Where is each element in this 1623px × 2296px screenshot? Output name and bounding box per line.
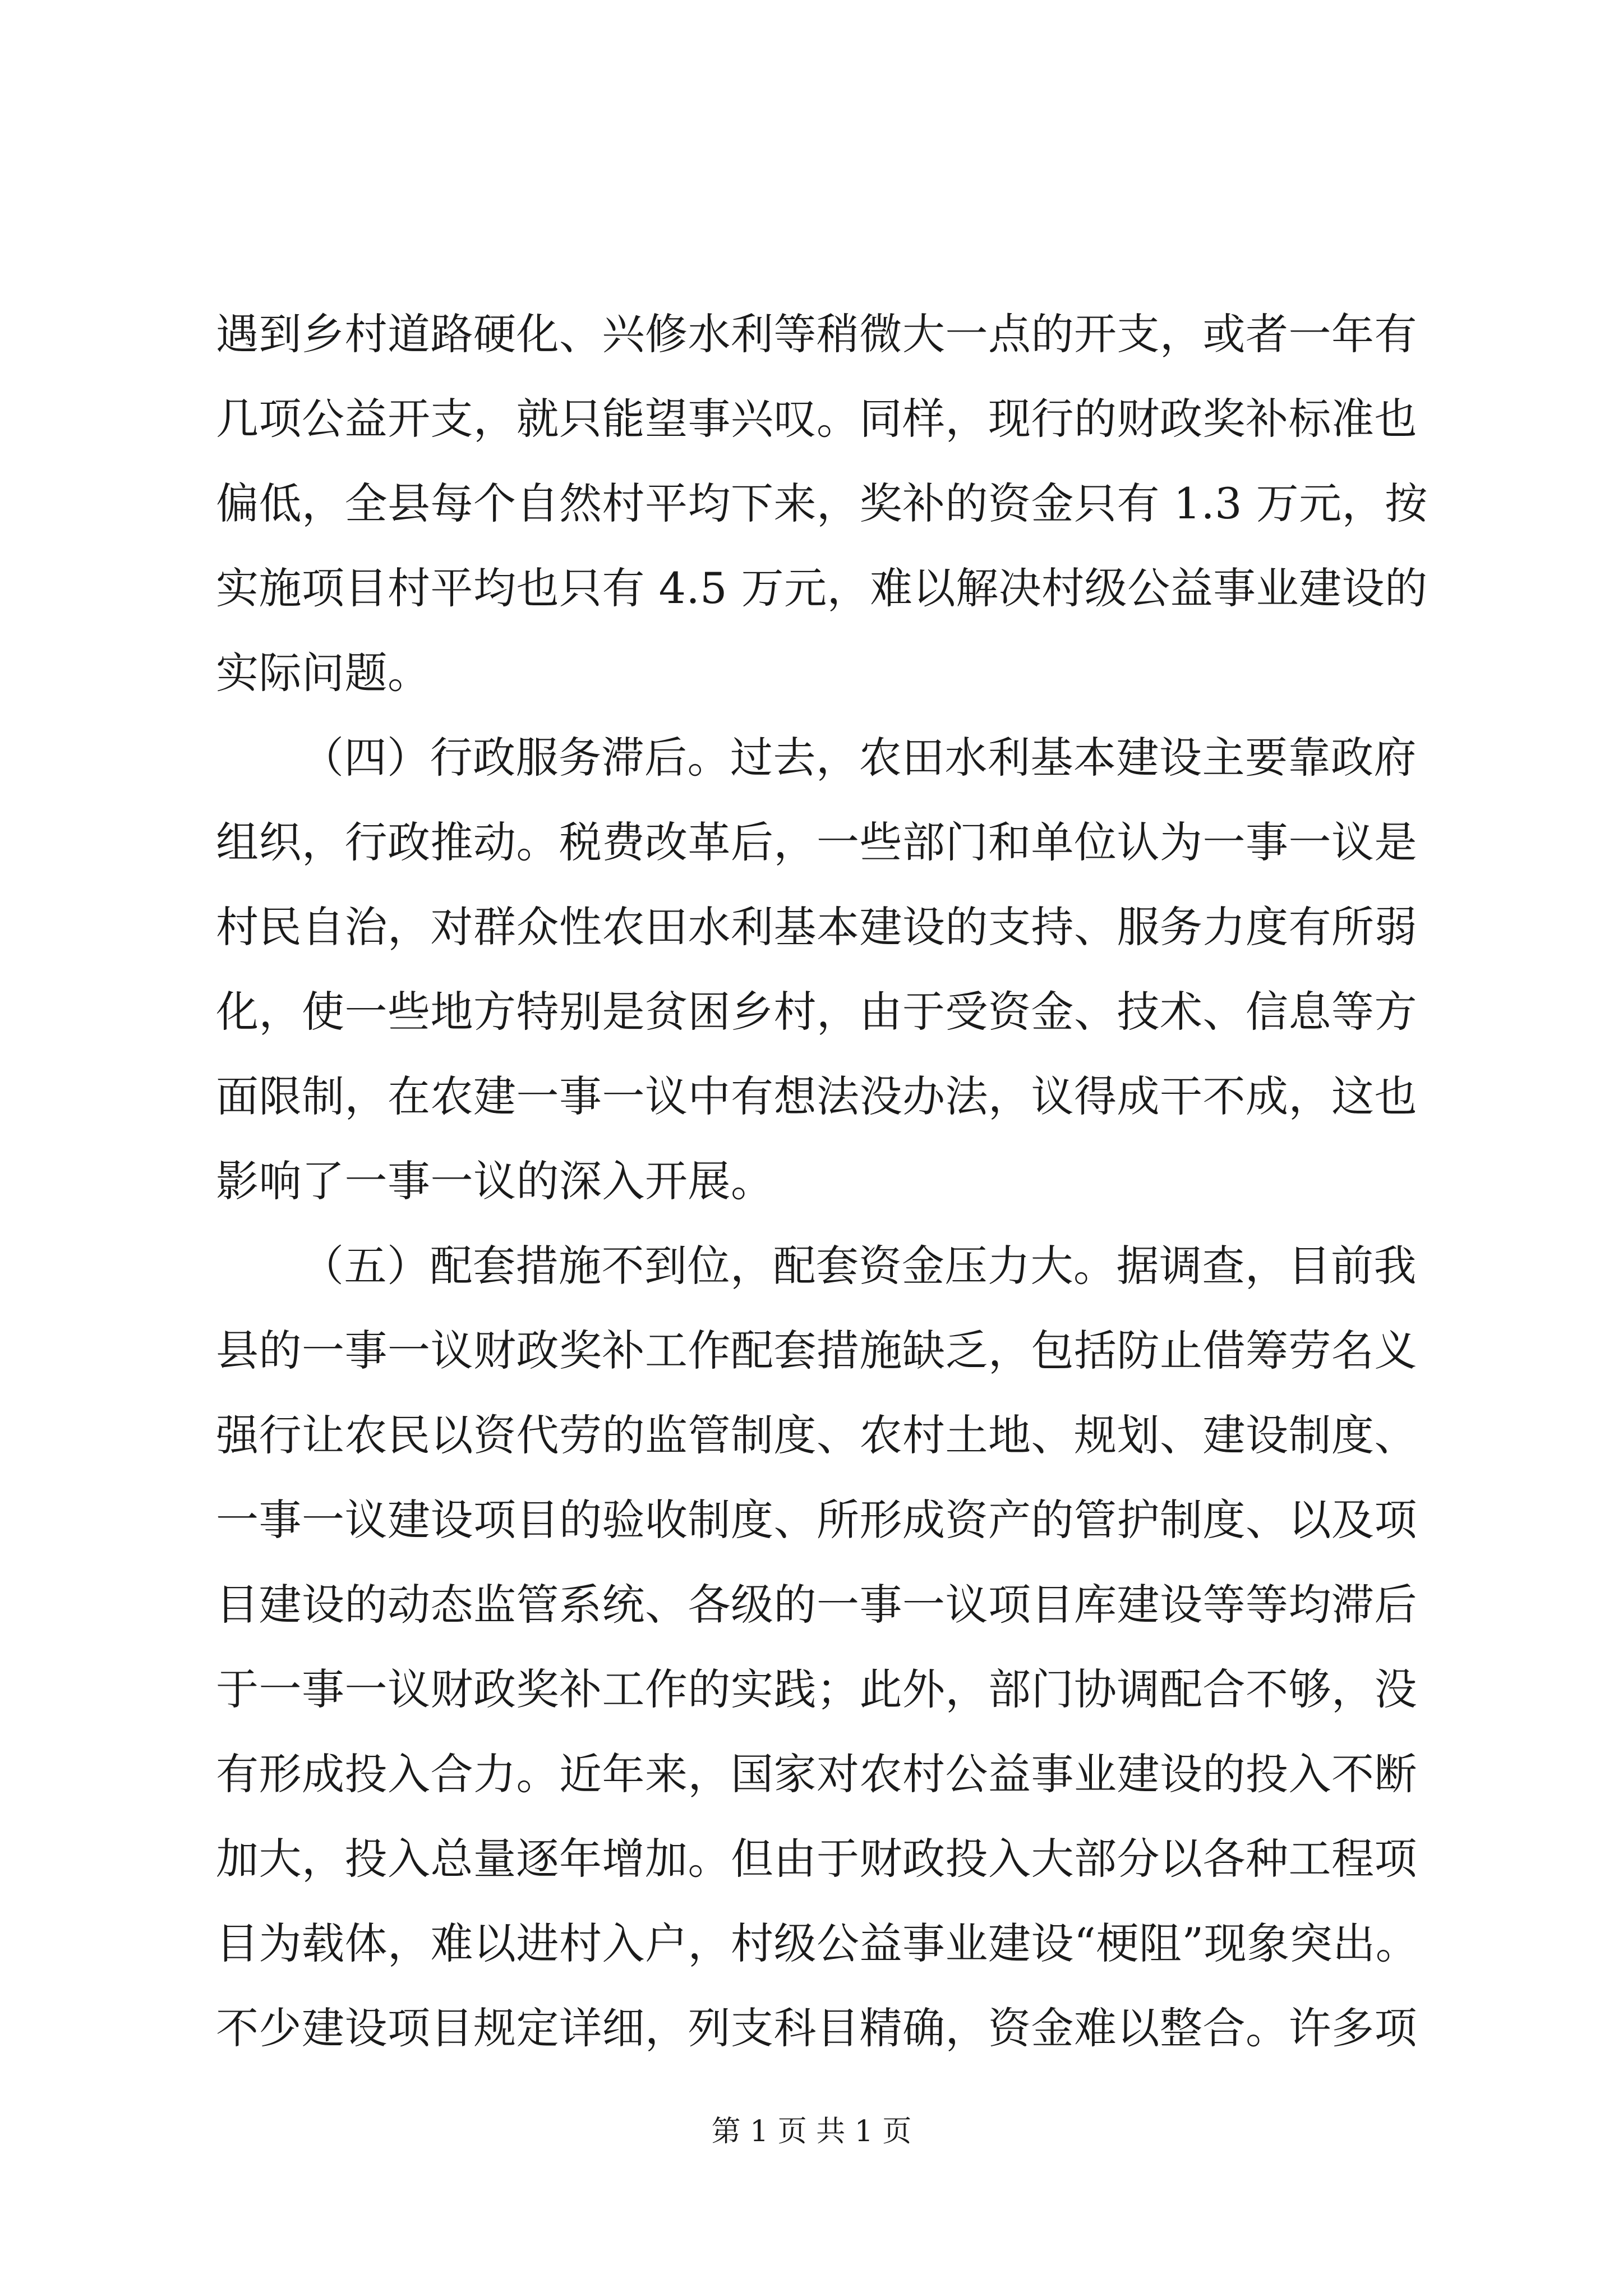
text-line: 有形成投入合力。近年来，国家对农村公益事业建设的投入不断 bbox=[216, 1749, 1417, 1799]
text-line: 影响了一事一议的深入开展。 bbox=[216, 1156, 774, 1206]
page-number-label: 第 1 页 共 1 页 bbox=[711, 2115, 912, 2148]
text-line: 村民自治，对群众性农田水利基本建设的支持、服务力度有所弱 bbox=[216, 902, 1417, 952]
text-line: 遇到乡村道路硬化、兴修水利等稍微大一点的开支，或者一年有 bbox=[216, 309, 1417, 359]
text-line: 组织，行政推动。税费改革后，一些部门和单位认为一事一议是 bbox=[216, 817, 1417, 867]
text-line: 实施项目村平均也只有 4.5 万元，难以解决村级公益事业建设的 bbox=[216, 563, 1428, 613]
section-heading-line: （四）行政服务滞后。过去，农田水利基本建设主要靠政府 bbox=[301, 733, 1417, 783]
text-line: 偏低，全县每个自然村平均下来，奖补的资金只有 1.3 万元，按 bbox=[216, 478, 1428, 528]
text-line: 目建设的动态监管系统、各级的一事一议项目库建设等等均滞后 bbox=[216, 1580, 1417, 1630]
page-footer bbox=[0, 2112, 1623, 2151]
text-line: 加大，投入总量逐年增加。但由于财政投入大部分以各种工程项 bbox=[216, 1834, 1417, 1884]
section-heading-line: （五）配套措施不到位，配套资金压力大。据调查，目前我 bbox=[301, 1241, 1417, 1291]
text-line: 于一事一议财政奖补工作的实践；此外，部门协调配合不够，没 bbox=[216, 1664, 1417, 1714]
text-line: 几项公益开支，就只能望事兴叹。同样，现行的财政奖补标准也 bbox=[216, 394, 1417, 444]
text-line: 不少建设项目规定详细，列支科目精确，资金难以整合。许多项 bbox=[216, 2003, 1417, 2053]
text-line: 县的一事一议财政奖补工作配套措施缺乏，包括防止借筹劳名义 bbox=[216, 1326, 1417, 1375]
text-line: 面限制，在农建一事一议中有想法没办法，议得成干不成，这也 bbox=[216, 1071, 1417, 1121]
text-line: 实际问题。 bbox=[216, 648, 431, 698]
text-line: 目为载体，难以进村入户，村级公益事业建设“梗阻”现象突出。 bbox=[216, 1918, 1419, 1968]
body-text bbox=[216, 292, 1428, 2070]
text-line: 一事一议建设项目的验收制度、所形成资产的管护制度、以及项 bbox=[216, 1495, 1417, 1545]
text-line: 化，使一些地方特别是贫困乡村，由于受资金、技术、信息等方 bbox=[216, 987, 1417, 1037]
text-line: 强行让农民以资代劳的监管制度、农村土地、规划、建设制度、 bbox=[216, 1410, 1417, 1460]
